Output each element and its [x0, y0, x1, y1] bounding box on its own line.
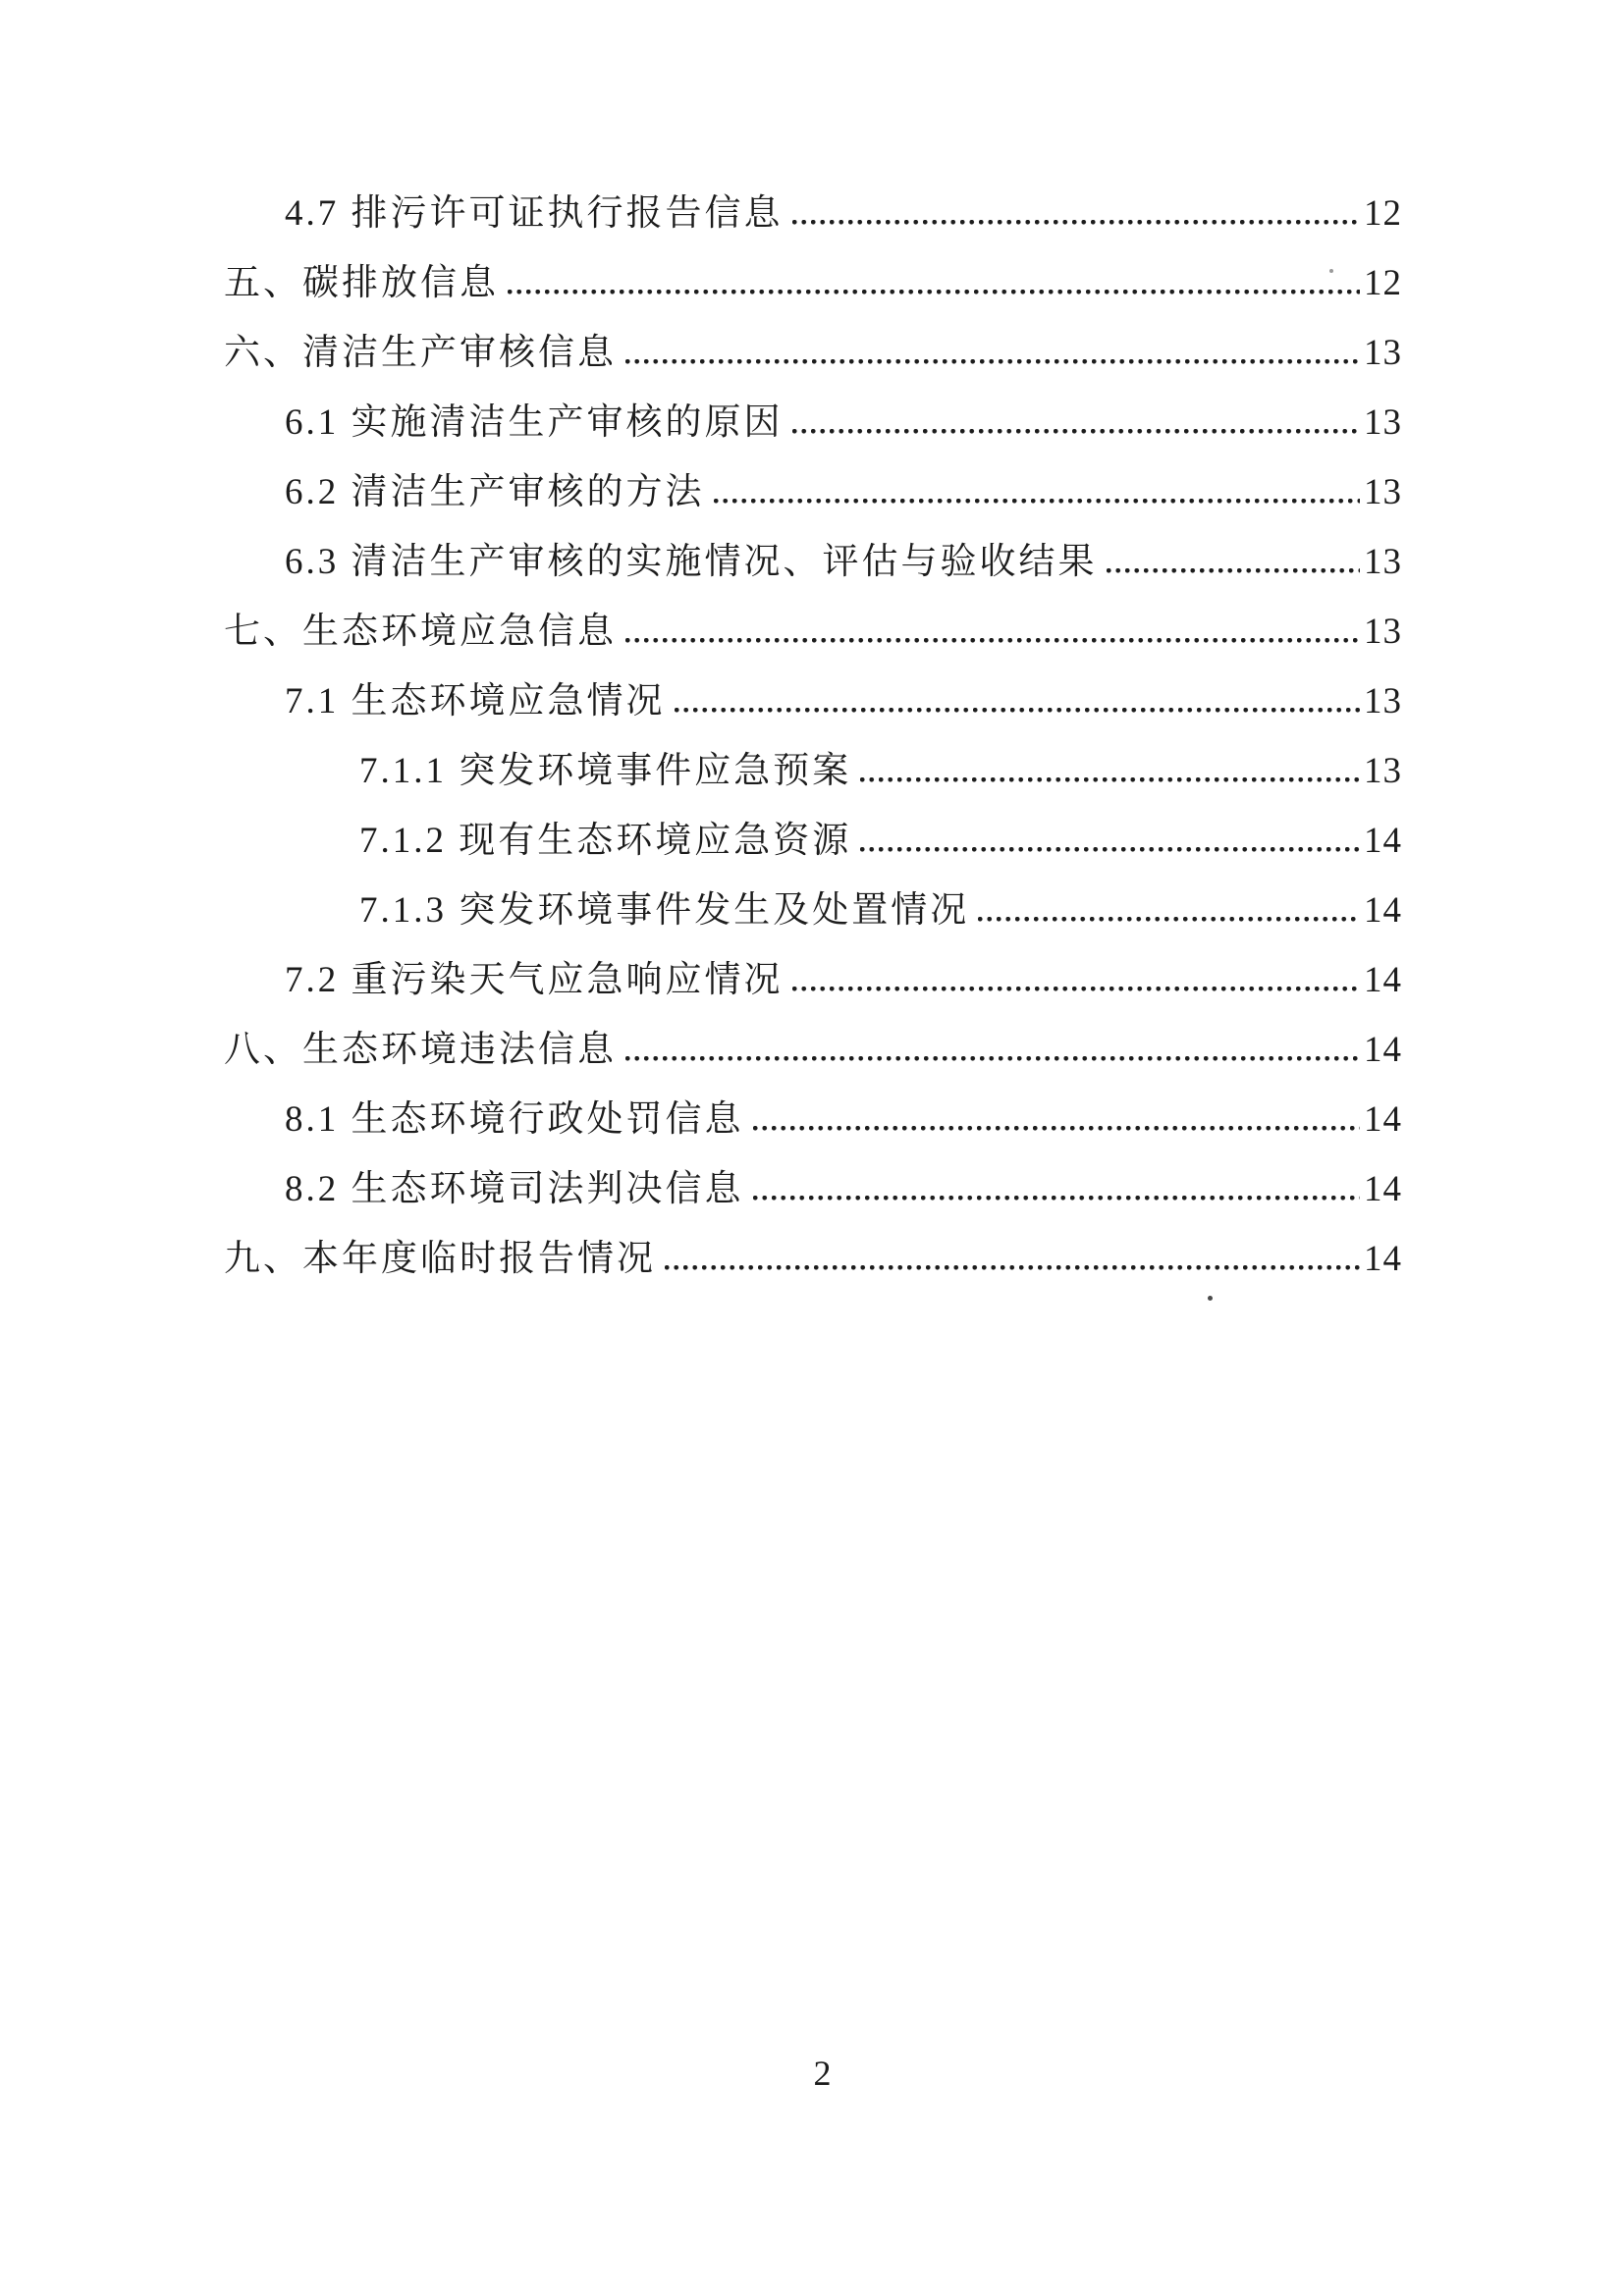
toc-entry-page-number: 14 — [1364, 1099, 1402, 1140]
toc-entry — [224, 248, 1402, 318]
toc-entry-page-number: 12 — [1364, 263, 1402, 303]
toc-entry-page-number: 14 — [1364, 1030, 1402, 1070]
toc-entry-label: 五、碳排放信息 — [224, 263, 499, 303]
toc-entry-label: 6.2 清洁生产审核的方法 — [285, 472, 705, 512]
toc-entry — [224, 1154, 1402, 1224]
toc-entry-label: 6.3 清洁生产审核的实施情况、评估与验收结果 — [285, 542, 1098, 582]
toc-entry-label: 六、清洁生产审核信息 — [224, 333, 617, 373]
toc-entry-label: 6.1 实施清洁生产审核的原因 — [285, 402, 784, 443]
toc-entry — [224, 597, 1402, 667]
toc-entry-label: 8.2 生态环境司法判决信息 — [285, 1169, 744, 1209]
toc-entry-page-number: 13 — [1364, 612, 1402, 652]
toc-entry — [224, 388, 1402, 457]
toc-dot-leader — [753, 1126, 1361, 1131]
toc-dot-leader — [792, 429, 1361, 434]
toc-entry-page-number: 12 — [1364, 193, 1402, 234]
toc-entry-label: 7.2 重污染天气应急响应情况 — [285, 960, 784, 1000]
page-number-footer: 2 — [813, 2054, 832, 2093]
toc-entry-page-number: 13 — [1364, 751, 1402, 791]
toc-dot-leader — [860, 847, 1360, 852]
toc-dot-leader — [792, 220, 1361, 225]
toc-entry-page-number: 14 — [1364, 1239, 1402, 1279]
toc-entry — [224, 1224, 1402, 1294]
toc-entry-page-number: 13 — [1364, 402, 1402, 443]
toc-entry-page-number: 13 — [1364, 333, 1402, 373]
toc-dot-leader — [508, 290, 1360, 294]
toc-entry-label: 8.1 生态环境行政处罚信息 — [285, 1099, 744, 1140]
toc-entry — [224, 1015, 1402, 1085]
toc-entry-label: 九、本年度临时报告情况 — [224, 1239, 656, 1279]
toc-entry-page-number: 14 — [1364, 1169, 1402, 1209]
toc-entry-label: 7.1.2 现有生态环境应急资源 — [359, 821, 852, 861]
toc-dot-leader — [625, 638, 1360, 643]
toc-entry — [224, 318, 1402, 388]
toc-entry — [224, 457, 1402, 527]
toc-dot-leader — [625, 1056, 1360, 1061]
toc-dot-leader — [753, 1196, 1361, 1201]
toc-entry — [224, 736, 1402, 806]
toc-entry — [224, 667, 1402, 736]
toc-entry-label: 八、生态环境违法信息 — [224, 1030, 617, 1070]
toc-entry — [224, 806, 1402, 876]
toc-entry — [224, 179, 1402, 248]
toc-dot-leader — [625, 359, 1360, 364]
toc-dot-leader — [714, 499, 1361, 504]
toc-entry-page-number: 13 — [1364, 681, 1402, 721]
toc-entry-page-number: 14 — [1364, 821, 1402, 861]
toc-dot-leader — [792, 987, 1361, 991]
toc-entry-label: 7.1.3 突发环境事件发生及处置情况 — [359, 890, 970, 931]
toc-dot-leader — [665, 1265, 1360, 1270]
table-of-contents — [224, 179, 1402, 1294]
toc-dot-leader — [675, 708, 1361, 713]
toc-entry — [224, 876, 1402, 945]
toc-entry-page-number: 13 — [1364, 472, 1402, 512]
toc-dot-leader — [978, 917, 1360, 922]
toc-dot-leader — [1107, 568, 1361, 573]
scan-artifact-dot — [1208, 1296, 1213, 1301]
toc-entry-page-number: 14 — [1364, 890, 1402, 931]
toc-entry — [224, 527, 1402, 597]
toc-entry — [224, 945, 1402, 1015]
toc-entry-label: 7.1.1 突发环境事件应急预案 — [359, 751, 852, 791]
toc-entry-page-number: 14 — [1364, 960, 1402, 1000]
toc-entry-page-number: 13 — [1364, 542, 1402, 582]
toc-entry-label: 7.1 生态环境应急情况 — [285, 681, 666, 721]
scan-artifact-dot — [1329, 269, 1333, 273]
toc-entry-label: 七、生态环境应急信息 — [224, 612, 617, 652]
toc-entry — [224, 1085, 1402, 1154]
toc-entry-label: 4.7 排污许可证执行报告信息 — [285, 193, 784, 234]
toc-dot-leader — [860, 777, 1360, 782]
